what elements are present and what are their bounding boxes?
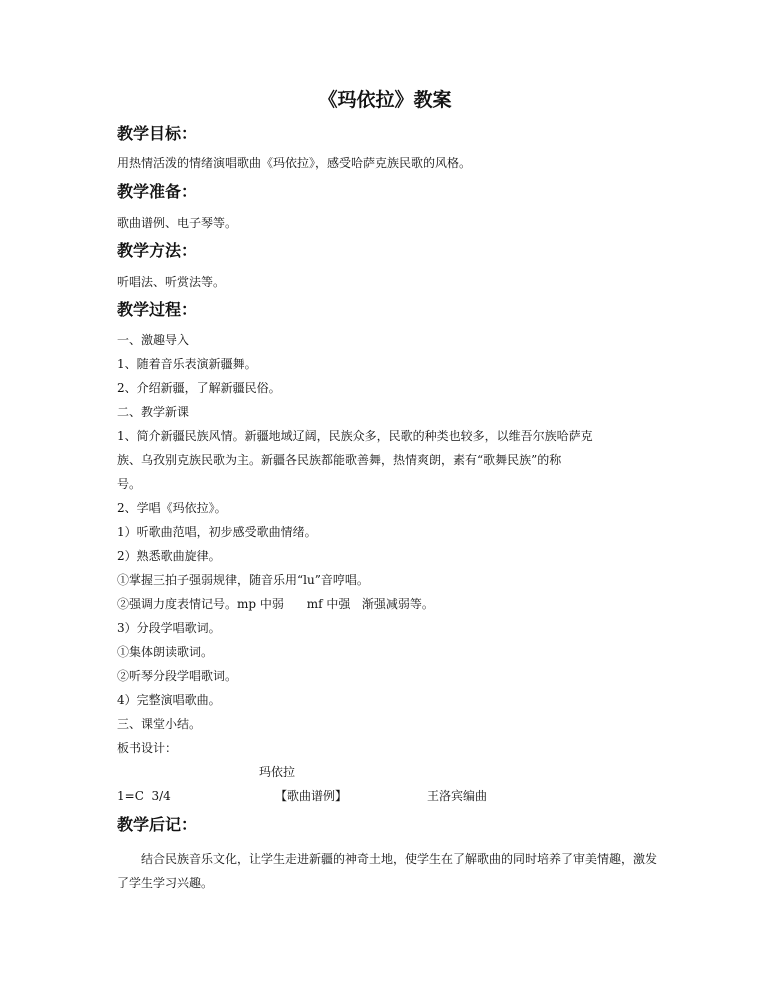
process-line: ①掌握三拍子强弱规律，随音乐用“lu”音哼唱。	[117, 573, 369, 587]
process-lines	[117, 333, 662, 755]
board-composer: 王洛宾编曲	[427, 789, 488, 803]
board-song-title: 玛依拉	[259, 765, 296, 779]
reflection-heading: 教学后记：	[117, 815, 198, 834]
process-line: ①集体朗读歌词。	[117, 645, 214, 659]
process-line: 1、简介新疆民族风情。新疆地域辽阔，民族众多，民歌的种类也较多，以维吾尔族哈萨克	[117, 429, 593, 443]
process-line: 1、随着音乐表演新疆舞。	[117, 357, 257, 371]
process-line: 2、介绍新疆，了解新疆民俗。	[117, 381, 281, 395]
board-key: 1=C 3/4	[117, 789, 171, 803]
prep-text: 歌曲谱例、电子琴等。	[117, 216, 238, 230]
process-line: 4）完整演唱歌曲。	[117, 693, 221, 707]
prep-heading: 教学准备：	[117, 182, 198, 201]
goal-text: 用热情活泼的情绪演唱歌曲《玛依拉》，感受哈萨克族民歌的风格。	[117, 156, 472, 170]
board-title-row	[117, 765, 662, 779]
process-heading: 教学过程：	[117, 300, 198, 319]
process-line: 一、激趣导入	[117, 333, 190, 347]
process-line: 二、教学新课	[117, 405, 190, 419]
document-title: 《玛依拉》教案	[318, 89, 452, 111]
process-line: 3）分段学唱歌词。	[117, 621, 221, 635]
document-body	[117, 124, 662, 895]
process-line: 号。	[117, 477, 142, 491]
board-label: 【歌曲谱例】	[275, 789, 348, 803]
goal-heading: 教学目标：	[117, 124, 198, 143]
method-heading: 教学方法：	[117, 241, 198, 260]
process-line: ②强调力度表情记号。mp 中弱 mf 中强 渐强减弱等。	[117, 597, 434, 611]
reflection-text: 结合民族音乐文化，让学生走进新疆的神奇土地，使学生在了解歌曲的同时培养了审美情趣，激发了学生学习兴趣。	[117, 852, 658, 890]
process-line: 族、乌孜别克族民歌为主。新疆各民族都能歌善舞，热情爽朗，素有“歌舞民族”的称	[117, 453, 562, 467]
method-text: 听唱法、听赏法等。	[117, 275, 226, 289]
process-line: 1）听歌曲范唱，初步感受歌曲情绪。	[117, 525, 317, 539]
board-info-row	[117, 789, 662, 803]
process-line: 2）熟悉歌曲旋律。	[117, 549, 221, 563]
process-line: ②听琴分段学唱歌词。	[117, 669, 238, 683]
process-line: 三、课堂小结。	[117, 717, 202, 731]
process-line: 板书设计：	[117, 741, 178, 755]
process-line: 2、学唱《玛依拉》。	[117, 501, 227, 515]
